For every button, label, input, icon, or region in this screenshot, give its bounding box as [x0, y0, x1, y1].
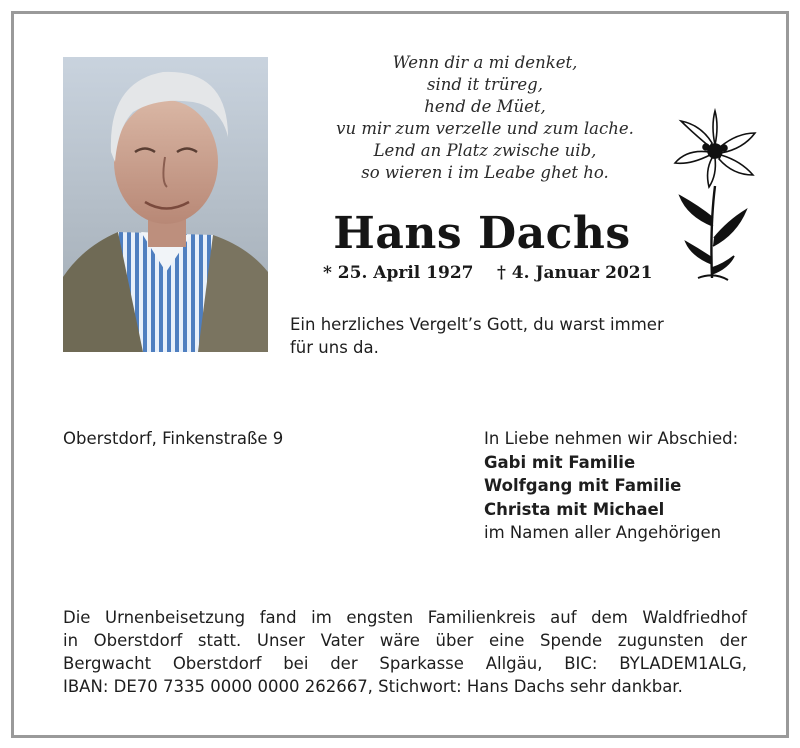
poem-line: vu mir zum verzelle und zum lache.: [336, 119, 634, 138]
birth-date: * 25. April 1927: [323, 263, 474, 283]
notice-line: Bergwacht Oberstdorf bei der Sparkasse Allgäu, BIC: BYLADEM1ALG,: [63, 654, 747, 673]
mourners-intro: In Liebe nehmen wir Abschied:: [484, 429, 739, 448]
mourners-list: [484, 427, 774, 545]
deceased-name: Hans Dachs: [333, 208, 631, 259]
poem-line: hend de Müet,: [424, 97, 546, 116]
notice-line: in Oberstdorf statt. Unser Vater wäre über eine Spende zugunsten der: [63, 631, 747, 650]
thanks-line: Ein herzliches Vergelt’s Gott, du warst immer: [290, 315, 664, 334]
poem-line: so wieren i im Leabe ghet ho.: [361, 163, 609, 182]
family-address: Oberstdorf, Finkenstraße 9: [63, 429, 284, 448]
poem-line: Lend an Platz zwische uib,: [373, 141, 597, 160]
burial-notice: [63, 606, 747, 698]
memorial-poem: [285, 52, 685, 184]
poem-line: Wenn dir a mi denket,: [392, 53, 578, 72]
thanks-text: [290, 313, 690, 359]
mourner-family: Wolfgang mit Familie: [484, 476, 682, 495]
mourners-outro: im Namen aller Angehörigen: [484, 523, 722, 542]
death-date: † 4. Januar 2021: [497, 263, 653, 283]
notice-line: Die Urnenbeisetzung fand im engsten Familienkreis auf dem Waldfriedhof: [63, 608, 747, 627]
thanks-line: für uns da.: [290, 338, 379, 357]
mourner-family: Christa mit Michael: [484, 499, 665, 519]
portrait-photo: [63, 57, 268, 352]
notice-line: IBAN: DE70 7335 0000 0000 262667, Stichwort: Hans Dachs sehr dankbar.: [63, 677, 683, 696]
mourner-family: Gabi mit Familie: [484, 452, 636, 472]
poem-line: sind it trüreg,: [427, 75, 543, 94]
edelweiss-icon: [668, 106, 762, 284]
